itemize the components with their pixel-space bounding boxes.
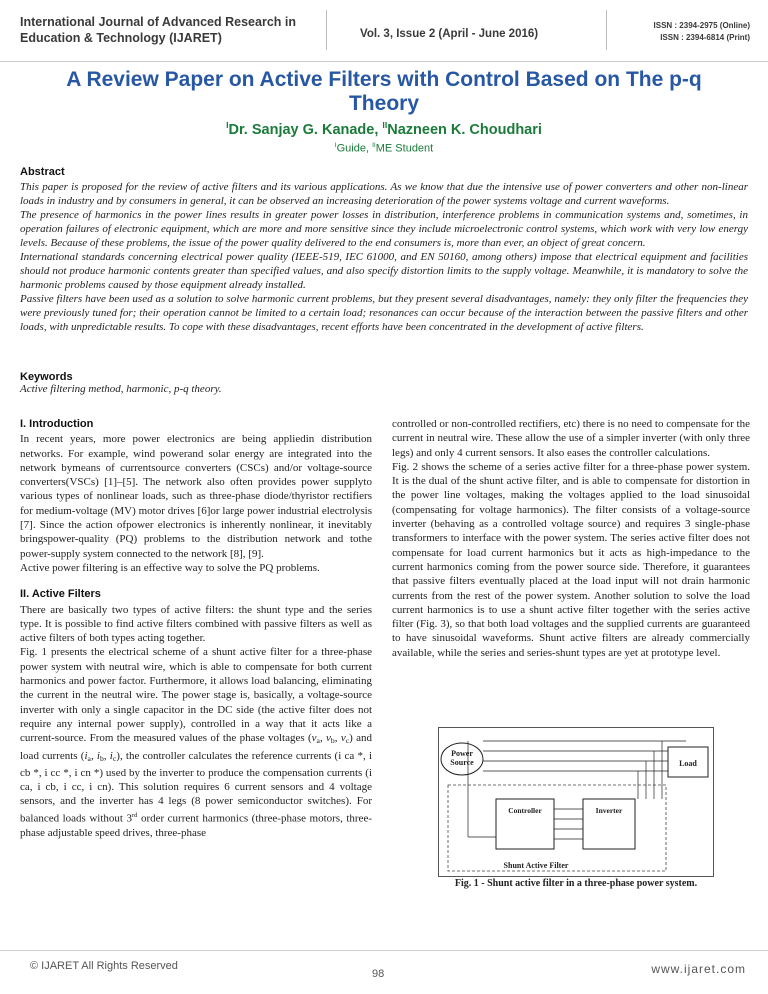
- role-1: Guide,: [336, 142, 373, 155]
- role-mark: I: [334, 142, 337, 149]
- issn-block: [654, 20, 750, 44]
- body-paragraph: In recent years, more power electronics are being appliedin distribution networks. For example, wind powerand solar energy are integrated into the network bymeans of currentsource converters (CSCs) and/or voltage-source converters(VSCs) [1]–[5]. The network also often provides power supplyto various types of nonlinear loads, such as three-phase diode/thyristor rectifiers for medium-voltage (MV) motor drives [6]or large power industrial electrolysis [7]. Since the action ofpower electronics is inherently nonlinear, it inevitably bringspower-quality (PQ) problems to the distribution network and tothe power-supply system connected to the network [8], [9].: [20, 433, 372, 560]
- active-filters-heading: II. Active Filters: [20, 588, 101, 601]
- author-mark: I: [226, 120, 229, 130]
- figure-caption: Fig. 1 - Shunt active filter in a three-phase power system.: [454, 878, 698, 889]
- body-paragraph: Fig. 1 presents the electrical scheme of a shunt active filter for a three-phase power system with neutral wire, which is able to compensate for both current harmonics and power factor. Furthermore, it allows load balancing, eliminating the current in the neutral wire. The power stage is, basically, a voltage-source inverter with only a single capacitor in the DC side (the active filter does not require any internal power supply), controlled in a way that it acts like a current-source. From the measured values of the phase voltages ($v_a$, $v_b$, $v_c$) and load currents ($i_a$, $i_b$, $i_c$), the controller calculates the reference currents (i ca *, i cb *, i cc *, i cn *) used by the inverter to produce the compensation currents (i ca, i cb, i cc, i cn). This solution requires 6 current sensors and 4 voltage sensors, and the inverter has 4 legs (8 power semiconductor switches). For balanced loads without 3rd order current harmonics (three-phase motors, three-phase adjustable speed drives, three-phase: [20, 646, 373, 839]
- abstract-body: [20, 180, 748, 334]
- author-mark: II: [382, 120, 388, 130]
- keywords-text: Active filtering method, harmonic, p-q theory.: [20, 383, 222, 395]
- role-mark: II: [372, 142, 376, 149]
- page-header: [0, 0, 768, 62]
- volume-issue: Vol. 3, Issue 2 (April - June 2016): [360, 28, 539, 40]
- load-label: Load: [679, 759, 697, 768]
- body-paragraph: Active power filtering is an effective way to solve the PQ problems.: [20, 561, 320, 574]
- author-line: [0, 120, 768, 138]
- copyright: © IJARET All Rights Reserved: [30, 960, 178, 972]
- issn-online: ISSN : 2394-2975 (Online): [653, 21, 750, 30]
- abstract-paragraph: This paper is proposed for the review of active filters and its various applications. As we know that due the intensive use of power converters and other non-linear loads in industry and by consumers in general, it can be observed an increasing deterioration of the power systems voltage and current waveforms.: [20, 181, 748, 207]
- shunt-filter-figure: [438, 727, 714, 877]
- footer-rule: [0, 950, 768, 951]
- body-paragraph: There are basically two types of active filters: the shunt type and the series type. It is possible to find active filters combined with passive filters as well as active filters of both types acting together.: [20, 603, 372, 645]
- author-2: Nazneen K. Choudhari: [387, 121, 542, 138]
- abstract-heading: Abstract: [20, 166, 65, 178]
- journal-name: International Journal of Advanced Research in Education & Technology (IJARET): [20, 15, 296, 45]
- body-paragraph: Fig. 2 shows the scheme of a series active filter for a three-phase power system. It is the dual of the shunt active filter, and is able to compensate for distortion in the power line voltages, making the voltages applied to the load sinusoidal (compensating for voltage harmonics). The filter consists of a voltage-source inverter (behaving as a controlled voltage source) and requires 3 single-phase transformers to interface with the power system. The series active filter does not compensate for load current harmonics but it acts as high-impedance to the current harmonics coming from the power source side. Therefore, it guarantees that passive filters eventually placed at the load input will not drain harmonic currents from the rest of the power system. Another solution to solve the load current harmonics is to use a shunt active filter together with the series active filter (Fig. 3), so that both load voltages and the supplied currents are guaranteed to have sinusoidal waveforms. Shunt active filters are already commercially available, while the series and series-shunt types are yet at prototype level.: [392, 460, 750, 659]
- header-divider: [606, 10, 607, 50]
- abstract-paragraph: Passive filters have been used as a solution to solve harmonic current problems, but they present several disadvantages, namely: they only filter the frequencies they were previously tuned for; their operation cannot be limited to a certain load; resonances can occur because of the interaction between the passive filters and other loads, with unpredictable results. To cope with these disadvantages, recent efforts have been concentrated in the development of active filters.: [20, 293, 748, 333]
- website: www.ijaret.com: [651, 962, 746, 976]
- header-divider: [326, 10, 327, 50]
- introduction-heading: I. Introduction: [20, 418, 94, 430]
- left-column: [20, 417, 372, 840]
- power-source-label: Source: [450, 758, 474, 767]
- author-roles: [0, 142, 768, 155]
- controller-label: Controller: [508, 806, 542, 815]
- paper-title: A Review Paper on Active Filters with Control Based on The p-q Theory: [66, 68, 702, 115]
- shunt-filter-label: Shunt Active Filter: [503, 861, 569, 870]
- issn-print: ISSN : 2394-6814 (Print): [660, 33, 750, 42]
- body-paragraph: controlled or non-controlled rectifiers, etc) there is no need to compensate for the current in neutral wire. These allow the use of a simpler inverter (with only three legs) and only 4 current sensors. It also eases the controller calculations.: [392, 418, 750, 459]
- keywords-heading: Keywords: [20, 371, 73, 383]
- inverter-label: Inverter: [595, 806, 623, 815]
- abstract-paragraph: International standards concerning electrical power quality (IEEE-519, IEC 61000, and EN 50160, among others) impose that electrical equipment and facilities should not produce harmonic contents greater than specified values, and also specify distortion limits to the supply voltage. Meanwhile, it is mandatory to solve the harmonic problems caused by those equipment already installed.: [20, 251, 748, 291]
- right-column: [392, 417, 750, 660]
- abstract-paragraph: The presence of harmonics in the power lines results in greater power losses in distribution, interference problems in communication systems and, sometimes, in operation failures of electronic equipment, which are more and more sensitive since they include microelectronic control systems, which work with very low energy levels. Because of these problems, the issue of the power quality delivered to the end consumers is, more than ever, an object of great concern.: [20, 209, 748, 249]
- power-source-label: Power: [451, 749, 473, 758]
- role-2: ME Student: [375, 142, 434, 155]
- author-1: Dr. Sanjay G. Kanade,: [228, 121, 383, 138]
- page-number: 98: [372, 968, 385, 980]
